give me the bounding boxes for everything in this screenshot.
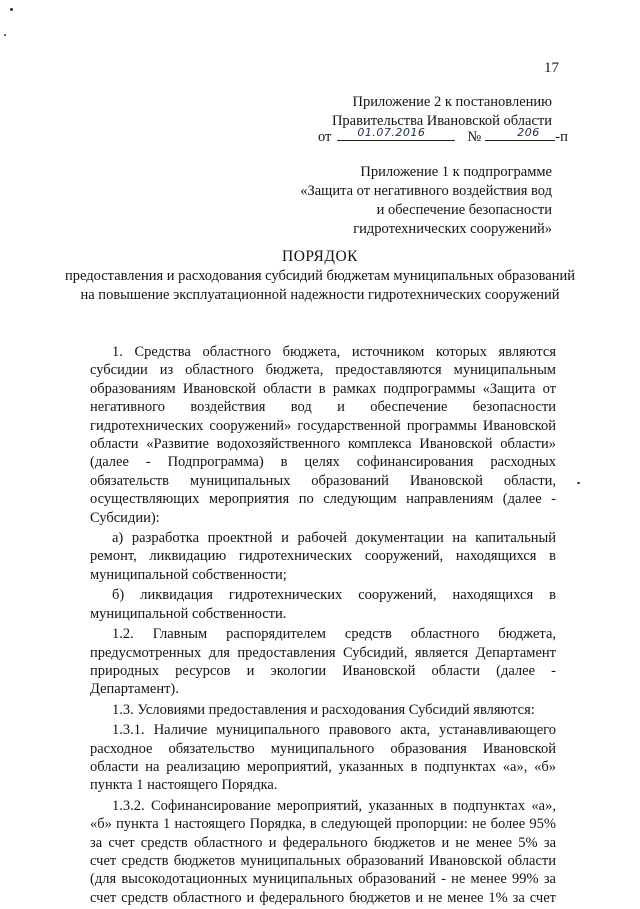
appendix-2-line: Правительства Ивановской области	[331, 113, 552, 129]
appendix-1-line: «Защита от негативного воздействия вод	[300, 183, 552, 199]
paragraph-1b: б) ликвидация гидротехнических сооружений, находящихся в муниципальной собственности.	[90, 587, 556, 622]
document-subtitle: предоставления и расходования субсидий бюджетам муниципальных образований на повышение эксплуатационной надежности гидротехнических сооружений	[65, 268, 575, 303]
date-field	[337, 124, 455, 141]
paragraph-1-3-2: 1.3.2. Софинансирование мероприятий, указанных в подпунктах «а», «б» пункта 1 настоящего Порядка, в следующей пропорции: не более 95% за счет средств областного и федерального бюджетов и не менее 5% за счет средств бюджетов муниципальных образований Ивановской области (для высокодотационных муниципальных образований - не менее 99% за счет средств областного и федерального бюджетов и не менее 1% за счет	[90, 797, 556, 906]
paragraph-1-2: 1.2. Главным распорядителем средств областного бюджета, предусмотренных для предоставления Субсидий, является Департамент природных ресурсов и экологии Ивановской области (далее - Департамент).	[90, 626, 556, 698]
appendix-1-line: и обеспечение безопасности	[376, 202, 552, 218]
scan-speck	[4, 34, 6, 36]
scan-speck	[577, 482, 580, 484]
document-title: ПОРЯДОК	[282, 248, 358, 265]
handwritten-number: 206	[517, 126, 540, 139]
paragraph-1: 1. Средства областного бюджета, источником которых являются субсидии из областного бюджета, предоставляются муниципальным образованиям Ивановской области в рамках подпрограммы «Защита от негативного воздействия вод и обеспечение безопасности гидротехнических сооружений» государственной программы Ивановской области «Развитие водохозяйственного комплекса Ивановской области» (далее - Подпрограмма) в целях софинансирования расходных обязательств муниципальных образований Ивановской области, осуществляющих мероприятия по следующим направлениям (далее - Субсидии):	[90, 344, 556, 526]
appendix-1-line: гидротехнических сооружений»	[353, 221, 552, 237]
handwritten-date: 01.07.2016	[357, 126, 426, 139]
decree-date-line	[318, 124, 568, 146]
appendix-2-line: Приложение 2 к постановлению	[352, 94, 552, 110]
paragraph-1a: а) разработка проектной и рабочей документации на капитальный ремонт, ликвидацию гидротехнических сооружений, находящихся в муниципальной собственности;	[90, 530, 556, 583]
number-field	[485, 124, 555, 141]
scan-speck	[10, 8, 13, 11]
from-label: от	[318, 129, 332, 145]
paragraph-1-3: 1.3. Условиями предоставления и расходования Субсидий являются:	[112, 701, 535, 718]
document-body	[90, 343, 556, 909]
appendix-1-heading	[300, 163, 552, 239]
number-label: №	[467, 129, 482, 145]
appendix-1-line: Приложение 1 к подпрограмме	[360, 164, 552, 180]
page-number: 17	[544, 60, 559, 76]
number-suffix: -п	[555, 129, 568, 145]
paragraph-1-3-1: 1.3.1. Наличие муниципального правового акта, устанавливающего расходное обязательство муниципального образования Ивановской области на реализацию мероприятий, указанных в подпунктах «а», «б» пункта 1 настоящего Порядка.	[90, 722, 556, 794]
